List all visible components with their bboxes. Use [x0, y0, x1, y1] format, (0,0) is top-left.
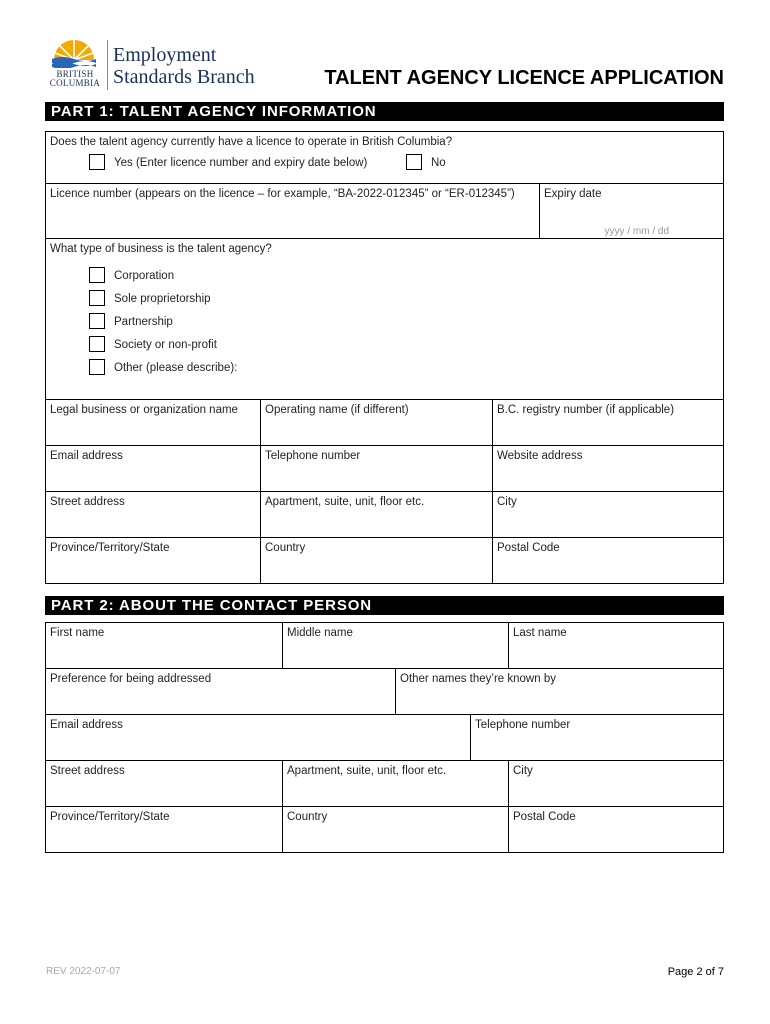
- society-nonprofit-label: Society or non-profit: [114, 339, 217, 351]
- other-business-checkbox[interactable]: [89, 359, 105, 375]
- contact-email-label: Email address: [50, 719, 123, 731]
- business-country-field[interactable]: [260, 538, 492, 583]
- legal-name-field[interactable]: [46, 400, 260, 445]
- operating-name-field[interactable]: [260, 400, 492, 445]
- logo-divider: [107, 40, 108, 90]
- licence-number-label: Licence number (appears on the licence – for example, “BA-2022-012345” or “ER-012345”): [50, 188, 515, 200]
- licence-number-field[interactable]: [46, 184, 539, 238]
- business-telephone-label: Telephone number: [265, 450, 361, 462]
- logo-province-line2: COLUMBIA: [49, 78, 101, 88]
- contact-name-row: [46, 623, 723, 669]
- society-nonprofit-checkbox[interactable]: [89, 336, 105, 352]
- business-street-row: [46, 492, 723, 538]
- business-city-label: City: [497, 496, 517, 508]
- contact-city-label: City: [513, 765, 533, 777]
- business-telephone-field[interactable]: [260, 446, 492, 491]
- sole-proprietorship-checkbox[interactable]: [89, 290, 105, 306]
- licence-yes-label: Yes (Enter licence number and expiry date below): [114, 157, 368, 169]
- logo-province-line1: BRITISH: [56, 69, 94, 79]
- logo-org-line1: Employment: [113, 44, 217, 66]
- licence-yes-checkbox[interactable]: [89, 154, 105, 170]
- contact-country-field[interactable]: [282, 807, 508, 852]
- preference-label: Preference for being addressed: [50, 673, 212, 685]
- licence-question-label: Does the talent agency currently have a licence to operate in British Columbia?: [50, 136, 453, 148]
- first-name-field[interactable]: [46, 623, 282, 668]
- middle-name-label: Middle name: [287, 627, 353, 639]
- business-email-label: Email address: [50, 450, 123, 462]
- last-name-label: Last name: [513, 627, 567, 639]
- partnership-label: Partnership: [114, 316, 173, 328]
- website-label: Website address: [497, 450, 583, 462]
- contact-province-field[interactable]: [46, 807, 282, 852]
- contact-street-field[interactable]: [46, 761, 282, 806]
- contact-postal-field[interactable]: [508, 807, 723, 852]
- contact-city-field[interactable]: [508, 761, 723, 806]
- expiry-date-label: Expiry date: [544, 188, 602, 200]
- contact-province-label: Province/Territory/State: [50, 811, 170, 823]
- business-city-field[interactable]: [492, 492, 723, 537]
- contact-apartment-field[interactable]: [282, 761, 508, 806]
- contact-postal-label: Postal Code: [513, 811, 576, 823]
- licence-no-checkbox[interactable]: [406, 154, 422, 170]
- contact-country-label: Country: [287, 811, 328, 823]
- contact-telephone-label: Telephone number: [475, 719, 571, 731]
- part2-heading: PART 2: ABOUT THE CONTACT PERSON: [45, 596, 724, 615]
- corporation-label: Corporation: [114, 270, 175, 282]
- licence-number-row: [46, 184, 723, 239]
- corporation-checkbox[interactable]: [89, 267, 105, 283]
- setting-sun-icon: [50, 38, 98, 68]
- business-street-label: Street address: [50, 496, 125, 508]
- business-contact-row: [46, 446, 723, 492]
- business-postal-field[interactable]: [492, 538, 723, 583]
- expiry-date-field[interactable]: [539, 184, 723, 238]
- contact-info-row: [46, 715, 723, 761]
- registry-number-label: B.C. registry number (if applicable): [497, 404, 675, 416]
- part2-form: [45, 622, 724, 853]
- operating-name-label: Operating name (if different): [265, 404, 409, 416]
- business-apartment-field[interactable]: [260, 492, 492, 537]
- sole-proprietorship-label: Sole proprietorship: [114, 293, 211, 305]
- other-business-label: Other (please describe):: [114, 362, 238, 374]
- registry-number-field[interactable]: [492, 400, 723, 445]
- last-name-field[interactable]: [508, 623, 723, 668]
- contact-province-row: [46, 807, 723, 852]
- contact-email-field[interactable]: [46, 715, 470, 760]
- contact-street-label: Street address: [50, 765, 125, 777]
- document-title: TALENT AGENCY LICENCE APPLICATION: [324, 67, 724, 89]
- business-type-label: What type of business is the talent agency?: [50, 243, 272, 255]
- contact-telephone-field[interactable]: [470, 715, 723, 760]
- business-province-label: Province/Territory/State: [50, 542, 170, 554]
- business-postal-label: Postal Code: [497, 542, 560, 554]
- revision-date: REV 2022-07-07: [46, 966, 121, 977]
- contact-apartment-label: Apartment, suite, unit, floor etc.: [287, 765, 447, 777]
- business-apartment-label: Apartment, suite, unit, floor etc.: [265, 496, 425, 508]
- business-name-row: [46, 400, 723, 446]
- part1-form: [45, 131, 724, 584]
- business-type-row: [46, 239, 723, 400]
- partnership-checkbox[interactable]: [89, 313, 105, 329]
- business-province-row: [46, 538, 723, 583]
- first-name-label: First name: [50, 627, 105, 639]
- business-province-field[interactable]: [46, 538, 260, 583]
- legal-name-label: Legal business or organization name: [50, 404, 238, 416]
- contact-street-row: [46, 761, 723, 807]
- business-email-field[interactable]: [46, 446, 260, 491]
- other-names-label: Other names they’re known by: [400, 673, 556, 685]
- licence-no-label: No: [431, 157, 446, 169]
- other-names-field[interactable]: [395, 669, 723, 714]
- preference-field[interactable]: [46, 669, 395, 714]
- business-street-field[interactable]: [46, 492, 260, 537]
- logo-org-line2: Standards Branch: [113, 66, 255, 88]
- part1-heading: PART 1: TALENT AGENCY INFORMATION: [45, 102, 724, 121]
- bc-employment-standards-logo: [46, 38, 266, 92]
- expiry-date-placeholder: yyyy / mm / dd: [604, 226, 669, 237]
- licence-question-row: [46, 132, 723, 184]
- website-field[interactable]: [492, 446, 723, 491]
- page-number: Page 2 of 7: [667, 966, 724, 978]
- middle-name-field[interactable]: [282, 623, 508, 668]
- contact-preference-row: [46, 669, 723, 715]
- business-country-label: Country: [265, 542, 306, 554]
